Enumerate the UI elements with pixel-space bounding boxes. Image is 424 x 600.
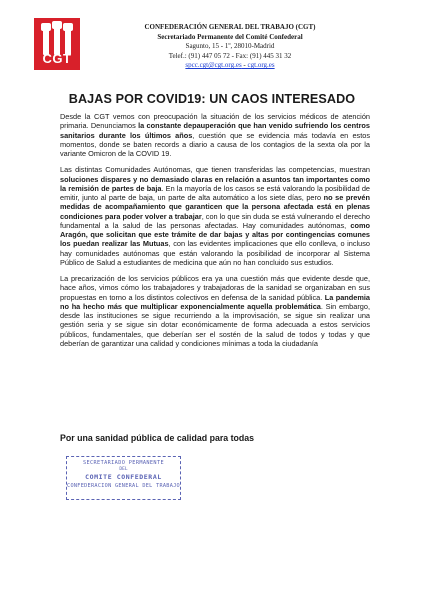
official-stamp (66, 456, 181, 500)
emphasized-text: La pandemia no ha hecho más que multiplicar exponencialmente aquella problemática (60, 292, 370, 311)
web-link[interactable]: cgt.org.es (247, 61, 275, 70)
org-subtitle: Secretariado Permanente del Comité Confederal (157, 32, 303, 41)
closing-line: Por una sanidad pública de calidad para todas (60, 433, 255, 443)
org-address: Sagunto, 15 - 1º, 28010-Madrid (185, 42, 275, 51)
paragraph-text: . En la mayoría de los casos se está valorando la posibilidad de emitir, junto al parte de baja, un parte de alta automático a los siete días, pero (60, 183, 370, 202)
email-link[interactable]: spcc.cgt@cgt.org.es (185, 61, 242, 70)
stamp-line-4: CONFEDERACION GENERAL DEL TRABAJO (67, 483, 180, 489)
paragraph-text: . Sin embargo, desde las instituciones se sigue recurriendo a la improvisación, se sigue sin realizar una gestión seria y se sigue sin dotar económicamente de forma adecuada a estos servicios públicos, fundamentales, que deberían ser el sostén de la salud de todos y todas y que deberían de garantizar una calidad y condiciones mínimas a toda la ciudadanía (60, 301, 371, 348)
body-paragraph (60, 112, 370, 158)
emphasized-text: soluciones dispares y no demasiado claras en relación a asuntos tan importantes como la remisión de partes de baja (60, 174, 370, 193)
link-separator: - (241, 61, 248, 70)
stamp-line-2: DEL (119, 467, 128, 472)
paragraph-text: Las distintas Comunidades Autónomas, que tienen transferidas las competencias, muestran (60, 165, 370, 175)
emphasized-text: no se prevén medidas de acompañamiento que garanticen que la persona afectada está en plenas condiciones para poder volver a trabajar (60, 193, 370, 221)
stamp-line-1: SECRETARIADO PERMANENTE (82, 460, 165, 466)
letterhead (110, 23, 350, 71)
cgt-logo (34, 18, 80, 70)
stamp-line-3: COMITE CONFEDERAL (85, 473, 162, 481)
body-paragraph (60, 165, 370, 267)
paragraph-text: , con lo que sin duda se está vulnerando el derecho fundamental a la salud de las personas afectadas. Hay comunidades autónomas, (60, 211, 370, 230)
emphasized-text: como Aragón, que solicitan que este trámite de dar bajas y altas por contingencias comunes los puedan realizar las Mutuas (60, 220, 370, 249)
paragraph-text: , cuestión que se evidencia más todavía en estos momentos, donde se baten records a diario a causa de los contagios de la sexta ola por la variante Omicron de la COVID 19. (60, 130, 371, 158)
paragraph-text: , con las evidentes implicaciones que ello conlleva, o incluso hay comunidades autónomas que están valorando la posibilidad de incorporar al Sistema Público de Salud a estudiantes de medicina que aún no han concluido sus estudios. (60, 239, 370, 267)
org-phones: Telef.: (91) 447 05 72 - Fax: (91) 445 31 32 (168, 51, 292, 60)
body-paragraph (60, 274, 370, 348)
org-name: CONFEDERACIÓN GENERAL DEL TRABAJO (CGT) (144, 23, 316, 31)
document-title: BAJAS POR COVID19: UN CAOS INTERESADO (68, 92, 356, 106)
logo-text: CGT (42, 51, 72, 66)
paragraph-text: La precarización de los servicios públicos era ya una cuestión más que evidente desde que, hace años, vimos cómo los trabajadores y trabajadoras de la sanidad se organizaban en sus propuestas en torno a los distintos colectivos en defensa de la sanidad pública. (60, 274, 370, 302)
emphasized-text: la constante depauperación que han venido sufriendo los centros sanitarios durante los últimos años (60, 121, 370, 140)
document-body (60, 112, 370, 355)
paragraph-text: Desde la CGT vemos con preocupación la situación de los servicios médicos de atención primaria. Denunciamos (60, 112, 370, 131)
org-links (110, 61, 350, 71)
